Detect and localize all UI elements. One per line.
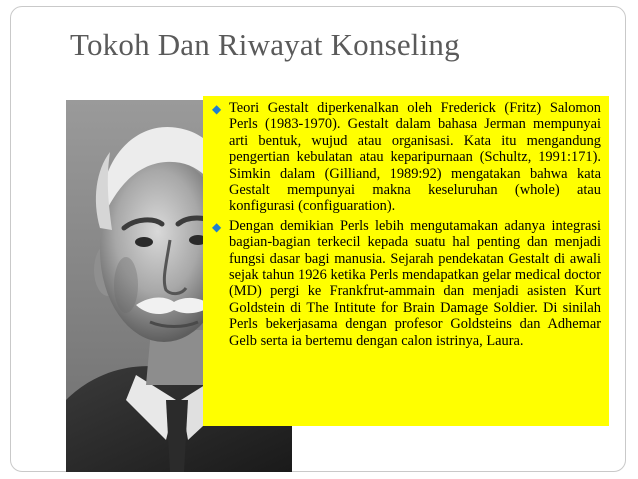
diamond-bullet-icon: ◆ bbox=[212, 102, 222, 116]
bullet-text: Dengan demikian Perls lebih mengutamakan adanya integrasi bagian-bagian terkecil kepada suatu hal penting dan menjadi fungsi dasar bagi manusia. Sejarah pendekatan Gestalt di awali sejak tahun 1926 ketika Perls mendapatkan gelar medical doctor (MD) pergi ke Frankfrut-ammain dan menjadi asisten Kurt Goldstein di The Intitute for Brain Damage Soldier. Di sinilah Perls bekerjasama dengan profesor Goldsteins dan Adhemar Gelb serta ia bertemu dengan calon istrinya, Laura. bbox=[229, 217, 601, 349]
diamond-bullet-icon: ◆ bbox=[212, 219, 222, 234]
text-box bbox=[203, 96, 609, 426]
bullet-item bbox=[209, 100, 601, 215]
bullet-item bbox=[209, 218, 601, 349]
slide-title: Tokoh Dan Riwayat Konseling bbox=[70, 27, 460, 62]
bullet-text: Teori Gestalt diperkenalkan oleh Frederick (Fritz) Salomon Perls (1983-1970). Gestalt dalam bahasa Jerman mempunyai arti bentuk, wujud atau organisasi. Kata itu mengandung pengertian kebulatan atau keparipurnaan (Schultz, 1991:171). Simkin dalam (Gilliand, 1989:92) mengatakan bahwa kata Gestalt mempunyai makna keseluruhan (whole) atau konfigurasi (configuaration). bbox=[229, 100, 601, 215]
bullet-list bbox=[209, 100, 601, 349]
